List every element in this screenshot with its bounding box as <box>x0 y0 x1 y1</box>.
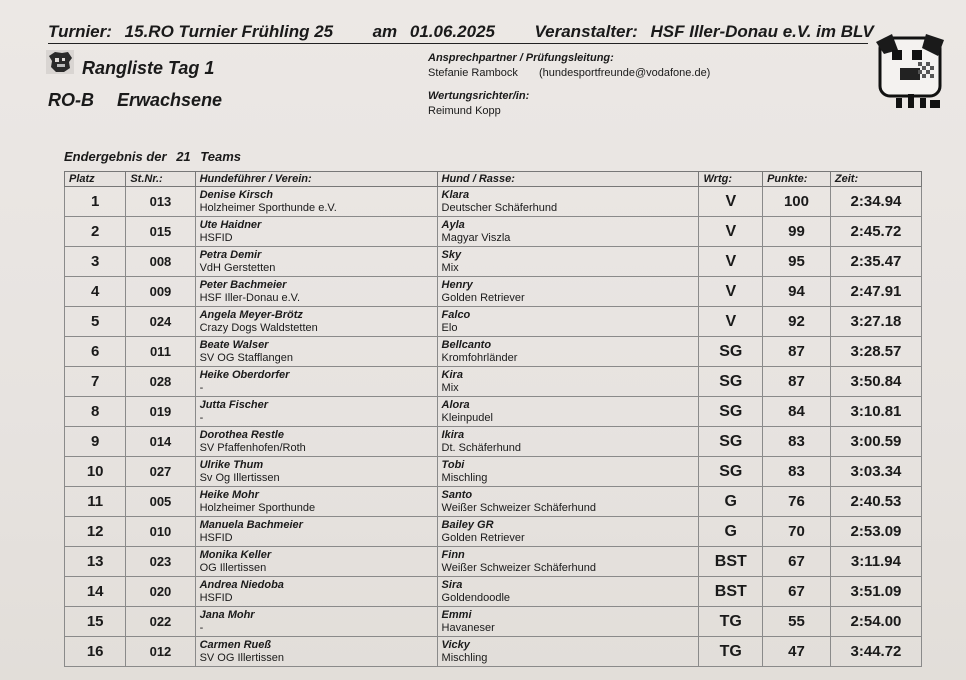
handler-name: Andrea Niedoba <box>199 578 284 591</box>
class-code: RO-B <box>48 90 94 110</box>
cell-handler <box>195 367 437 397</box>
table-row <box>65 247 922 277</box>
cell-dog <box>437 187 699 217</box>
cell-stnr: 005 <box>126 487 195 517</box>
judge-name: Reimund Kopp <box>428 105 501 117</box>
cell-time: 2:47.91 <box>830 277 921 307</box>
dog-name: Ayla <box>441 218 465 231</box>
cell-platz: 10 <box>65 457 126 487</box>
contact-block <box>428 51 710 119</box>
cell-handler <box>195 487 437 517</box>
date-label: am <box>372 22 398 41</box>
cell-points: 95 <box>763 247 831 277</box>
cell-dog <box>437 577 699 607</box>
cell-stnr: 024 <box>126 307 195 337</box>
cell-dog <box>437 247 699 277</box>
cell-platz: 4 <box>65 277 126 307</box>
dog-head-logo-icon <box>46 50 74 74</box>
contact-email: (hundesportfreunde@vodafone.de) <box>538 67 711 79</box>
cell-rating: SG <box>699 427 763 457</box>
cell-points: 83 <box>763 457 831 487</box>
cell-time: 3:50.84 <box>830 367 921 397</box>
cell-points: 67 <box>763 577 831 607</box>
breed-name: Mix <box>441 261 459 274</box>
cell-stnr: 023 <box>126 547 195 577</box>
handler-name: Monika Keller <box>199 548 272 561</box>
cell-platz: 6 <box>65 337 126 367</box>
cell-points: 87 <box>763 367 831 397</box>
club-name: - <box>199 621 204 634</box>
cell-dog <box>437 517 699 547</box>
cell-stnr: 012 <box>126 637 195 667</box>
cell-stnr: 014 <box>126 427 195 457</box>
cell-handler <box>195 517 437 547</box>
turnier-label: Turnier: <box>48 22 112 41</box>
cell-handler <box>195 337 437 367</box>
veranstalter-label: Veranstalter: <box>534 22 638 41</box>
cell-stnr: 008 <box>126 247 195 277</box>
club-name: Crazy Dogs Waldstetten <box>199 321 318 334</box>
table-row <box>65 337 922 367</box>
club-name: - <box>199 381 204 394</box>
cell-points: 70 <box>763 517 831 547</box>
cell-rating: V <box>699 217 763 247</box>
dog-name: Santo <box>441 488 473 501</box>
team-count: 21 <box>176 149 191 164</box>
dog-name: Alora <box>441 398 470 411</box>
club-name: Sv Og Illertissen <box>199 471 280 484</box>
cell-time: 2:34.94 <box>830 187 921 217</box>
breed-name: Magyar Viszla <box>441 231 511 244</box>
club-name: HSFID <box>199 531 233 544</box>
cell-stnr: 013 <box>126 187 195 217</box>
club-name: - <box>199 411 204 424</box>
cell-rating: SG <box>699 367 763 397</box>
cell-dog <box>437 547 699 577</box>
dog-name: Sira <box>441 578 463 591</box>
dog-name: Emmi <box>441 608 472 621</box>
cell-platz: 5 <box>65 307 126 337</box>
cell-rating: G <box>699 487 763 517</box>
cell-time: 3:00.59 <box>830 427 921 457</box>
veranstalter-name: HSF Iller-Donau e.V. im BLV <box>650 22 874 41</box>
cell-rating: V <box>699 247 763 277</box>
table-row <box>65 577 922 607</box>
cell-dog <box>437 487 699 517</box>
cell-platz: 12 <box>65 517 126 547</box>
table-row <box>65 607 922 637</box>
cell-points: 55 <box>763 607 831 637</box>
cell-platz: 16 <box>65 637 126 667</box>
handler-name: Ute Haidner <box>199 218 262 231</box>
dog-name: Kira <box>441 368 463 381</box>
table-row <box>65 487 922 517</box>
header-stnr: St.Nr.: <box>126 172 195 187</box>
cell-platz: 2 <box>65 217 126 247</box>
cell-platz: 11 <box>65 487 126 517</box>
cell-rating: SG <box>699 457 763 487</box>
cell-rating: BST <box>699 577 763 607</box>
breed-name: Mix <box>441 381 459 394</box>
cell-rating: V <box>699 187 763 217</box>
class-name: Erwachsene <box>117 90 223 110</box>
cell-handler <box>195 187 437 217</box>
cell-dog <box>437 277 699 307</box>
cell-time: 2:35.47 <box>830 247 921 277</box>
table-row <box>65 547 922 577</box>
cell-platz: 15 <box>65 607 126 637</box>
ranking-title: Rangliste Tag 1 <box>82 58 215 78</box>
handler-name: Denise Kirsch <box>199 188 273 201</box>
handler-name: Jana Mohr <box>199 608 255 621</box>
tournament-date: 01.06.2025 <box>409 22 495 41</box>
cell-dog <box>437 637 699 667</box>
table-row <box>65 397 922 427</box>
club-name: Holzheimer Sporthunde e.V. <box>199 201 337 214</box>
club-name: SV Pfaffenhofen/Roth <box>199 441 306 454</box>
cell-handler <box>195 277 437 307</box>
cell-points: 92 <box>763 307 831 337</box>
cell-points: 100 <box>763 187 831 217</box>
cell-handler <box>195 397 437 427</box>
cell-time: 3:51.09 <box>830 577 921 607</box>
cell-rating: TG <box>699 637 763 667</box>
cell-points: 99 <box>763 217 831 247</box>
handler-name: Dorothea Restle <box>199 428 284 441</box>
dog-name: Henry <box>441 278 473 291</box>
cell-platz: 1 <box>65 187 126 217</box>
cell-dog <box>437 307 699 337</box>
handler-name: Heike Oberdorfer <box>199 368 290 381</box>
cell-platz: 8 <box>65 397 126 427</box>
cell-time: 3:44.72 <box>830 637 921 667</box>
cell-time: 2:45.72 <box>830 217 921 247</box>
club-name: HSFID <box>199 231 233 244</box>
cell-dog <box>437 397 699 427</box>
cell-time: 3:28.57 <box>830 337 921 367</box>
cell-dog <box>437 367 699 397</box>
cell-points: 83 <box>763 427 831 457</box>
handler-name: Manuela Bachmeier <box>199 518 303 531</box>
cell-time: 3:11.94 <box>830 547 921 577</box>
cell-rating: V <box>699 277 763 307</box>
club-name: HSF Iller-Donau e.V. <box>199 291 301 304</box>
breed-name: Weißer Schweizer Schäferhund <box>441 561 597 574</box>
cell-points: 67 <box>763 547 831 577</box>
club-name: VdH Gerstetten <box>199 261 276 274</box>
cell-stnr: 019 <box>126 397 195 427</box>
handler-name: Carmen Rueß <box>199 638 272 651</box>
header-dog: Hund / Rasse: <box>437 172 699 187</box>
cell-dog <box>437 217 699 247</box>
table-row <box>65 307 922 337</box>
cell-stnr: 028 <box>126 367 195 397</box>
cell-points: 87 <box>763 337 831 367</box>
table-row <box>65 637 922 667</box>
dog-name: Sky <box>441 248 462 261</box>
cell-handler <box>195 217 437 247</box>
header-points: Punkte: <box>763 172 831 187</box>
dog-name: Klara <box>441 188 470 201</box>
cell-platz: 14 <box>65 577 126 607</box>
header-handler: Hundeführer / Verein: <box>195 172 437 187</box>
cell-time: 2:53.09 <box>830 517 921 547</box>
table-row <box>65 427 922 457</box>
cell-handler <box>195 457 437 487</box>
cell-time: 3:27.18 <box>830 307 921 337</box>
handler-name: Jutta Fischer <box>199 398 269 411</box>
breed-name: Kromfohrländer <box>441 351 518 364</box>
cell-stnr: 015 <box>126 217 195 247</box>
cell-time: 2:54.00 <box>830 607 921 637</box>
cell-handler <box>195 607 437 637</box>
cell-rating: TG <box>699 607 763 637</box>
cell-points: 84 <box>763 397 831 427</box>
cell-time: 3:03.34 <box>830 457 921 487</box>
dog-name: Vicky <box>441 638 470 651</box>
class-heading <box>48 90 222 111</box>
judge-label: Wertungsrichter/in: <box>428 90 530 102</box>
cell-dog <box>437 427 699 457</box>
handler-name: Petra Demir <box>199 248 262 261</box>
cell-stnr: 010 <box>126 517 195 547</box>
club-name: HSFID <box>199 591 233 604</box>
cell-rating: SG <box>699 337 763 367</box>
contact-name: Stefanie Rambock <box>428 67 518 79</box>
summary-suffix: Teams <box>200 149 242 164</box>
dog-name: Bailey GR <box>441 518 494 531</box>
breed-name: Elo <box>441 321 458 334</box>
cell-platz: 13 <box>65 547 126 577</box>
header-platz: Platz <box>65 172 126 187</box>
cell-rating: V <box>699 307 763 337</box>
club-name: SV OG Illertissen <box>199 651 284 664</box>
club-name: OG Illertissen <box>199 561 267 574</box>
cell-rating: G <box>699 517 763 547</box>
handler-name: Beate Walser <box>199 338 269 351</box>
breed-name: Havaneser <box>441 621 495 634</box>
results-body <box>65 187 922 667</box>
result-summary <box>64 149 247 164</box>
breed-name: Goldendoodle <box>441 591 511 604</box>
cell-handler <box>195 427 437 457</box>
handler-name: Ulrike Thum <box>199 458 264 471</box>
header-rating: Wrtg: <box>699 172 763 187</box>
club-name: SV OG Stafflangen <box>199 351 293 364</box>
summary-prefix: Endergebnis der <box>64 149 167 164</box>
table-row <box>65 457 922 487</box>
cell-platz: 7 <box>65 367 126 397</box>
breed-name: Golden Retriever <box>441 531 525 544</box>
cell-time: 2:40.53 <box>830 487 921 517</box>
dog-name: Falco <box>441 308 471 321</box>
cell-handler <box>195 547 437 577</box>
breed-name: Dt. Schäferhund <box>441 441 522 454</box>
dog-name: Bellcanto <box>441 338 492 351</box>
cell-points: 47 <box>763 637 831 667</box>
cell-handler <box>195 247 437 277</box>
cell-dog <box>437 457 699 487</box>
cell-stnr: 009 <box>126 277 195 307</box>
header-time: Zeit: <box>830 172 921 187</box>
table-row <box>65 217 922 247</box>
table-header-row <box>65 172 922 187</box>
cell-handler <box>195 637 437 667</box>
handler-name: Heike Mohr <box>199 488 259 501</box>
turnier-name: 15.RO Turnier Frühling 25 <box>124 22 334 41</box>
results-table <box>64 171 922 667</box>
cell-stnr: 022 <box>126 607 195 637</box>
cell-stnr: 027 <box>126 457 195 487</box>
tournament-header <box>48 22 874 44</box>
breed-name: Deutscher Schäferhund <box>441 201 558 214</box>
cell-dog <box>437 337 699 367</box>
cell-dog <box>437 607 699 637</box>
cell-points: 94 <box>763 277 831 307</box>
cell-platz: 3 <box>65 247 126 277</box>
cell-stnr: 020 <box>126 577 195 607</box>
dog-mascot-logo-icon <box>872 32 946 112</box>
table-row <box>65 367 922 397</box>
breed-name: Golden Retriever <box>441 291 525 304</box>
handler-name: Angela Meyer-Brötz <box>199 308 303 321</box>
table-row <box>65 517 922 547</box>
cell-rating: BST <box>699 547 763 577</box>
cell-platz: 9 <box>65 427 126 457</box>
breed-name: Kleinpudel <box>441 411 493 424</box>
dog-name: Ikira <box>441 428 465 441</box>
cell-time: 3:10.81 <box>830 397 921 427</box>
cell-handler <box>195 577 437 607</box>
breed-name: Mischling <box>441 471 488 484</box>
cell-handler <box>195 307 437 337</box>
cell-rating: SG <box>699 397 763 427</box>
handler-name: Peter Bachmeier <box>199 278 287 291</box>
table-row <box>65 277 922 307</box>
cell-stnr: 011 <box>126 337 195 367</box>
breed-name: Mischling <box>441 651 488 664</box>
table-row <box>65 187 922 217</box>
contact-label: Ansprechpartner / Prüfungsleitung: <box>428 52 614 64</box>
club-name: Holzheimer Sporthunde <box>199 501 316 514</box>
dog-name: Tobi <box>441 458 465 471</box>
breed-name: Weißer Schweizer Schäferhund <box>441 501 597 514</box>
cell-points: 76 <box>763 487 831 517</box>
dog-name: Finn <box>441 548 465 561</box>
